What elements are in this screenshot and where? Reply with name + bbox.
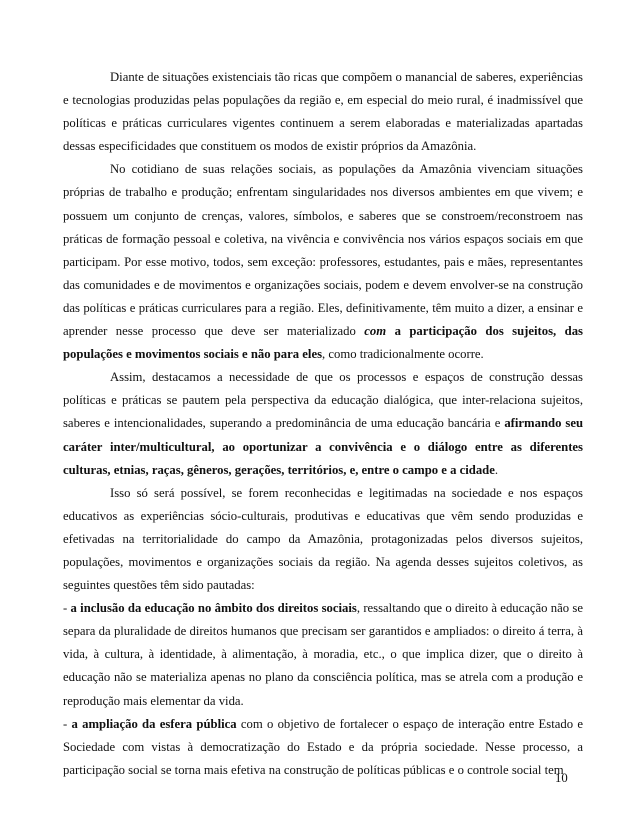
list-item-ampliacao <box>63 713 583 782</box>
paragraph-3-bold-phrase: afirmando seu caráter inter/multicultural, ao oportunizar a convivência e o diálogo entre as diferentes culturas, etnias, raças, gêneros, gerações, territórios, e, entre o campo e a cidade <box>63 416 584 477</box>
paragraph-2-bold-phrase: a participação dos sujeitos, das populações e movimentos sociais e não para eles <box>63 324 583 362</box>
list-item-2-heading: a ampliação da esfera pública <box>71 716 237 731</box>
paragraph-3 <box>63 366 583 481</box>
page-number: 10 <box>555 771 568 785</box>
paragraph-1-text: Diante de situações existenciais tão ricas que compõem o manancial de saberes, experiências e tecnologias produzidas pelas populações da região e, em especial do meio rural, é inadmissível que políticas e práticas curriculares vigentes continuem a serem elaboradas e materializadas apartadas dessas especificidades que constituem os modos de existir próprios da Amazônia. <box>63 70 583 154</box>
list-item-1-text: , ressaltando que o direito à educação não se separa da pluralidade de direitos humanos que precisam ser garantidos e ampliados: o direito á terra, à vida, à cultura, à identidade, à alimentação, à moradia, etc., o que implica dizer, que o direito à educação não se materializa apenas no plano da consciência política, mas se atrela com a produção e reprodução mais elementar da vida. <box>63 601 583 708</box>
paragraph-2 <box>63 158 583 366</box>
paragraph-4-text: Isso só será possível, se forem reconhecidas e legitimadas na sociedade e nos espaços educativos as experiências sócio-culturais, produtivas e educativas que vêm sendo produzidas e efetivadas na territorialidade do campo da Amazônia, protagonizadas pelos diversos sujeitos, populações, movimentos e organizações sociais da região. Na agenda desses sujeitos coletivos, as seguintes questões têm sido pautadas: <box>63 485 583 593</box>
list-item-2-dash: - <box>63 716 72 731</box>
paragraph-4 <box>63 482 583 597</box>
paragraph-2-emphasis-com: com <box>364 324 387 339</box>
paragraph-1 <box>63 66 583 158</box>
document-body <box>63 66 583 782</box>
paragraph-3-ending: . <box>494 462 499 477</box>
list-item-2-text: com o objetivo de fortalecer o espaço de interação entre Estado e Sociedade com vistas à democratização do Estado e da própria sociedade. Nesse processo, a participação social se torna mais efetiva na construção de políticas públicas e o controle social tem <box>63 716 583 777</box>
paragraph-3-text: Assim, destacamos a necessidade de que os processos e espaços de construção dessas políticas e práticas se pautem pela perspectiva da educação dialógica, que inter-relaciona sujeitos, saberes e intencionalidades, superando a predominância de uma educação bancária e <box>63 370 583 431</box>
paragraph-2-ending: , como tradicionalmente ocorre. <box>322 347 484 362</box>
paragraph-2-text: No cotidiano de suas relações sociais, as populações da Amazônia vivenciam situações próprias de trabalho e produção; enfrentam singularidades nos diversos ambientes em que vivem; e possuem um conjunto de crenças, valores, símbolos, e saberes que se constroem/reconstroem nas práticas de formação pessoal e coletiva, na vivência e convivência nos vários espaços sociais em que participam. Por esse motivo, todos, sem exceção: professores, estudantes, pais e mães, representantes das comunidades e de movimentos e organizações sociais, podem e devem envolver-se na construção das políticas e práticas curriculares para a região. Eles, definitivamente, têm muito a dizer, a ensinar e aprender nesse processo que deve ser materializado <box>63 162 583 339</box>
list-item-inclusao <box>63 597 583 712</box>
list-item-1-dash: - <box>63 601 71 616</box>
list-item-1-heading: a inclusão da educação no âmbito dos direitos sociais <box>70 601 357 616</box>
